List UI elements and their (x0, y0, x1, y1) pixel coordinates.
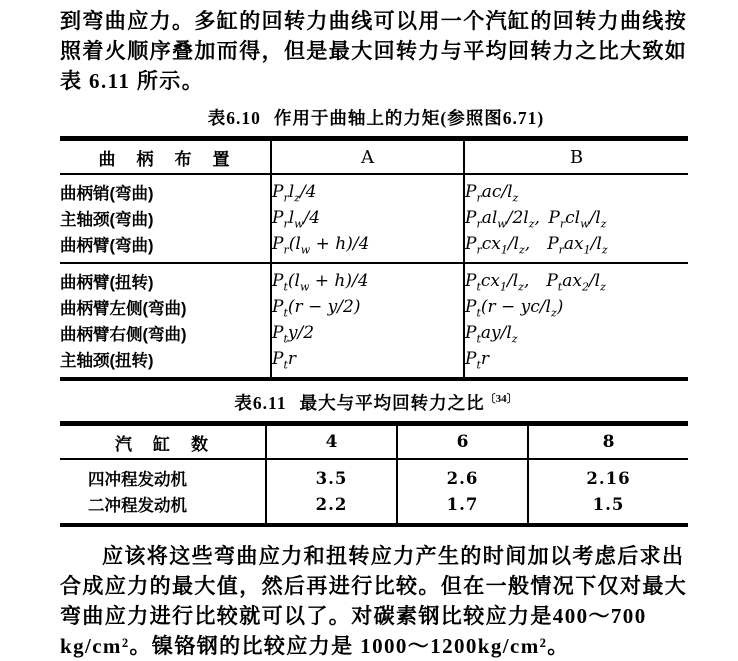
formula-b: $P_tcx_1/l_z$, $P_tax_2/l_z$ (464, 263, 688, 294)
value-cell: 1.7 (397, 491, 528, 525)
formula-a: $P_rl_z/4$ (271, 174, 464, 205)
paragraph-line: 合成应力的最大值，然后再进行比较。但在一般情况下仅对最大 (60, 574, 688, 598)
table-6-10 (60, 136, 688, 381)
row-label: 曲柄臂左侧(弯曲) (60, 300, 187, 318)
formula-a: $P_r(l_w + h)/4$ (271, 231, 464, 263)
table-row (60, 294, 688, 320)
table-6-11-header-row (60, 424, 688, 460)
column-header-crank-arrangement: 曲 柄 布 置 (60, 139, 271, 175)
paragraph-line: 照着火顺序叠加而得，但是最大回转力与平均回转力之比大致如 (60, 39, 688, 63)
table-row (60, 174, 688, 205)
value-cell: 2.16 (528, 459, 688, 491)
formula-a: $P_t(l_w + h)/4$ (271, 263, 464, 294)
table-row (60, 263, 688, 294)
row-label: 曲柄臂(扭转) (60, 263, 271, 294)
table-6-11 (60, 421, 688, 527)
row-label: 曲柄臂右侧(弯曲) (60, 326, 187, 344)
value-cell: 1.5 (528, 491, 688, 525)
value-cell: 2.6 (397, 459, 528, 491)
formula-a: $P_ty/2$ (271, 320, 464, 346)
table-6-11-caption (60, 390, 692, 415)
table-6-11-caption-title: 最大与平均回转力之比 (299, 393, 485, 413)
formula-a: $P_t(r - y/2)$ (271, 294, 464, 320)
table-6-10-caption (60, 105, 692, 130)
bottom-paragraph (60, 541, 692, 661)
formula-b: $P_rcx_1/l_z$, $P_rax_1/l_z$ (464, 231, 688, 263)
row-label: 二冲程发动机 (88, 497, 187, 515)
column-header-8: 8 (528, 424, 688, 460)
row-label: 主轴颈(扭转) (60, 352, 154, 370)
table-row (60, 320, 688, 346)
table-row (60, 346, 688, 379)
table-6-11-caption-label: 表6.11 (234, 393, 287, 413)
paragraph-line: 表 6.11 所示。 (60, 69, 205, 93)
column-header-6: 6 (397, 424, 528, 460)
table-row (60, 205, 688, 231)
paragraph-line: 到弯曲应力。多缸的回转力曲线可以用一个汽缸的回转力曲线按 (60, 9, 688, 33)
formula-b: $P_t(r - yc/l_z)$ (464, 294, 688, 320)
column-header-a: A (271, 139, 464, 175)
paragraph-line: 弯曲应力进行比较就可以了。对碳素钢比较应力是400～700 (60, 604, 647, 628)
table-6-10-header-row (60, 139, 688, 175)
formula-a: $P_tr$ (271, 346, 464, 379)
top-paragraph (60, 6, 692, 96)
formula-b: $P_tay/l_z$ (464, 320, 688, 346)
bending-rows-group (60, 174, 688, 263)
table-row (60, 231, 688, 263)
caption-reference-superscript: 〔34〕 (484, 393, 518, 406)
formula-b: $P_tr$ (464, 346, 688, 379)
column-header-cylinder-count: 汽 缸 数 (60, 424, 266, 460)
paragraph-line: 应该将这些弯曲应力和扭转应力产生的时间加以考虑后求出 (102, 544, 685, 568)
row-label: 四冲程发动机 (88, 471, 187, 489)
paragraph-line: kg/cm²。镍铬钢的比较应力是 1000～1200kg/cm²。 (60, 634, 570, 658)
row-label: 曲柄销(弯曲) (60, 185, 154, 203)
formula-b: $P_ral_w/2l_z$, $P_rcl_w/l_z$ (464, 205, 688, 231)
torsion-rows-group (60, 263, 688, 379)
row-label: 主轴颈(弯曲) (60, 211, 154, 229)
table-6-10-caption-title: 作用于曲轴上的力矩(参照图6.71) (273, 108, 545, 128)
formula-a: $P_rl_w/4$ (271, 205, 464, 231)
row-label: 曲柄臂(弯曲) (60, 237, 154, 255)
table-6-10-caption-label: 表6.10 (207, 108, 261, 128)
table-row (60, 459, 688, 491)
value-cell: 3.5 (266, 459, 397, 491)
table-row (60, 491, 688, 525)
value-cell: 2.2 (266, 491, 397, 525)
column-header-b: B (464, 139, 688, 175)
formula-b: $P_rac/l_z$ (464, 174, 688, 205)
column-header-4: 4 (266, 424, 397, 460)
